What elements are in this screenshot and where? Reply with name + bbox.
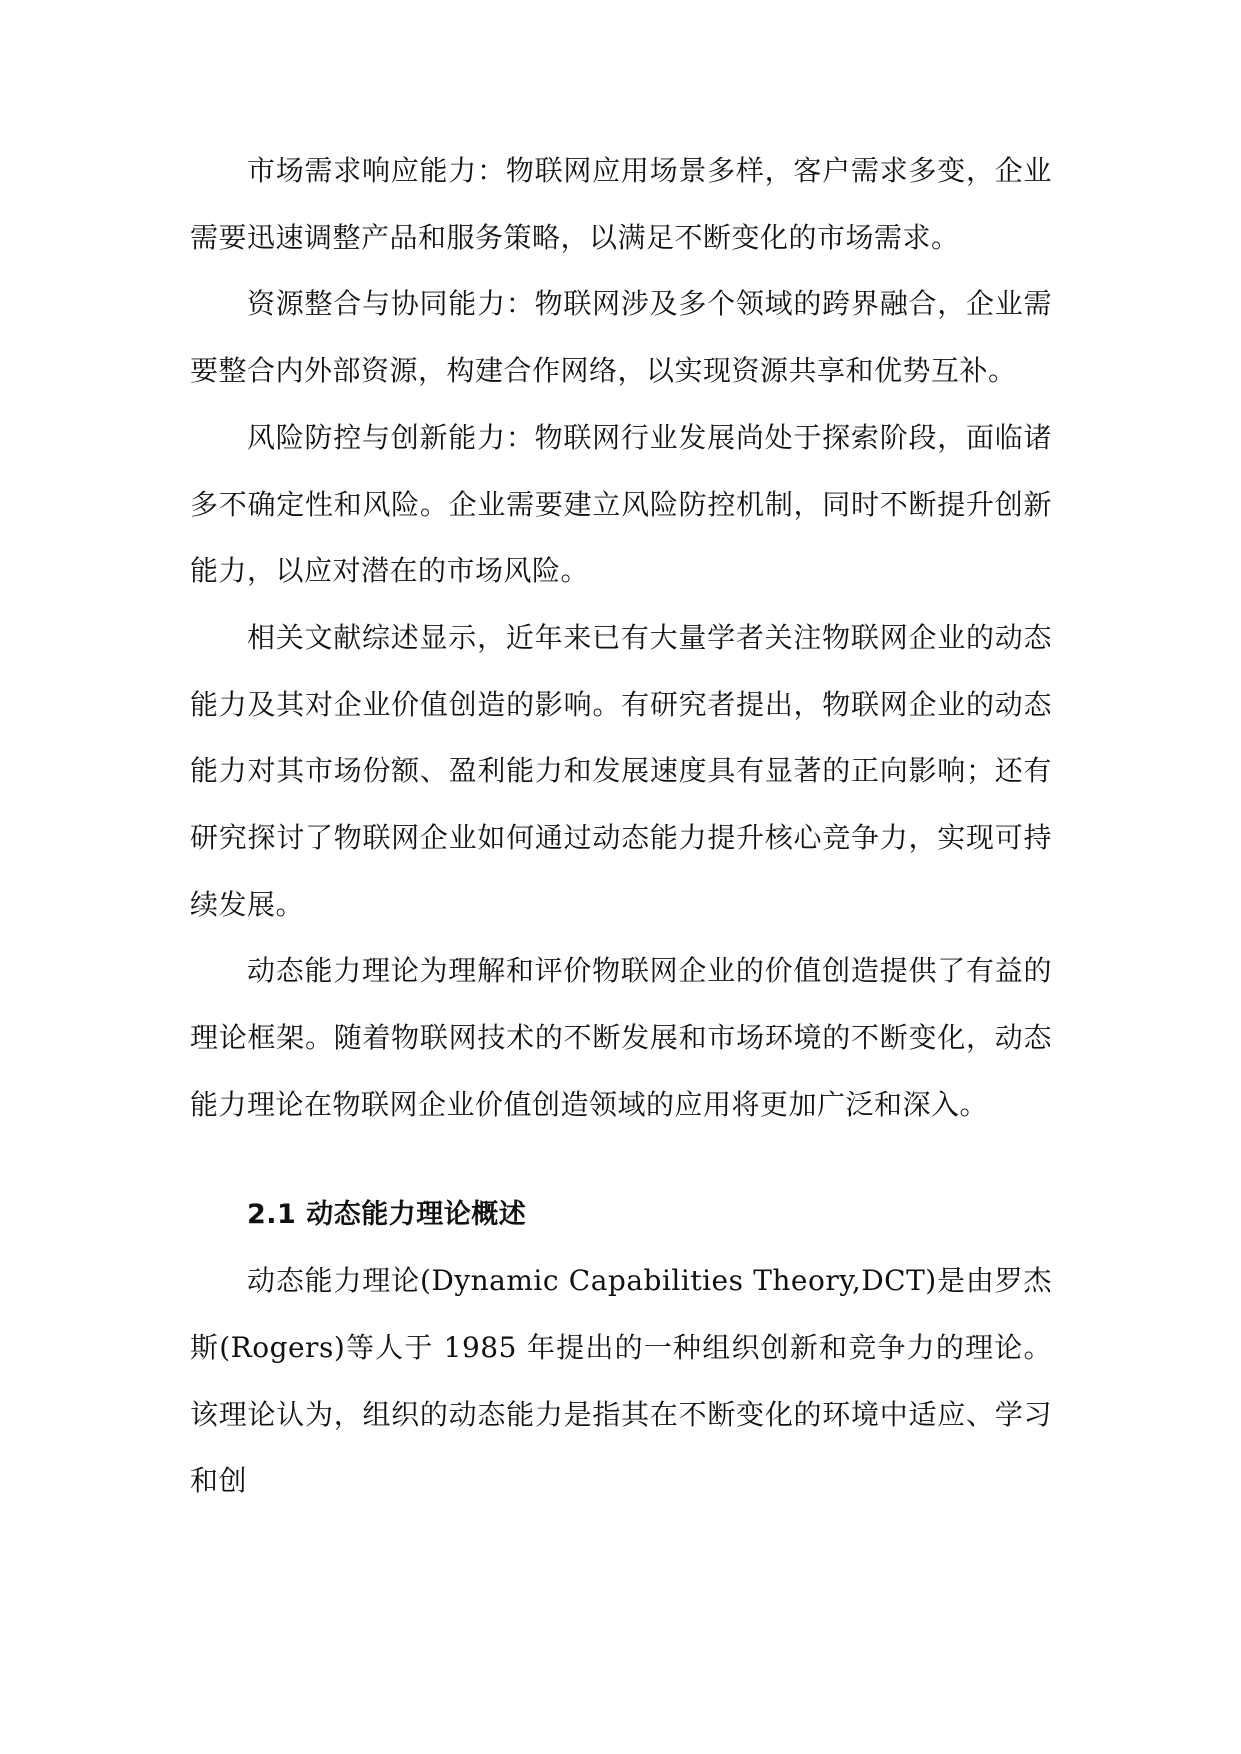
paragraph-theory-framework: 动态能力理论为理解和评价物联网企业的价值创造提供了有益的理论框架。随着物联网技术的不断发展和市场环境的不断变化，动态能力理论在物联网企业价值创造领域的应用将更加广泛和深入。 [190,954,1052,1121]
document-body [190,138,1052,1515]
paragraph-market-response: 市场需求响应能力：物联网应用场景多样，客户需求多变，企业需要迅速调整产品和服务策略，以满足不断变化的市场需求。 [190,154,1052,254]
section-heading: 2.1 动态能力理论概述 [247,1198,527,1230]
paragraph-resource-integration: 资源整合与协同能力：物联网涉及多个领域的跨界融合，企业需要整合内外部资源，构建合作网络，以实现资源共享和优势互补。 [190,287,1052,388]
paragraph-literature-review: 相关文献综述显示，近年来已有大量学者关注物联网企业的动态能力及其对企业价值创造的影响。有研究者提出，物联网企业的动态能力对其市场份额、盈利能力和发展速度具有显著的正向影响；还有研究探讨了物联网企业如何通过动态能力提升核心竞争力，实现可持续发展。 [190,620,1052,921]
paragraph-risk-innovation: 风险防控与创新能力：物联网行业发展尚处于探索阶段，面临诸多不确定性和风险。企业需要建立风险防控机制，同时不断提升创新能力，以应对潜在的市场风险。 [190,420,1052,588]
paragraph-dct-definition: 动态能力理论(Dynamic Capabilities Theory,DCT)是由罗杰斯(Rogers)等人于 1985 年提出的一种组织创新和竞争力的理论。该理论认为，组织的动态能力是指其在不断变化的环境中适应、学习和创 [190,1264,1052,1498]
